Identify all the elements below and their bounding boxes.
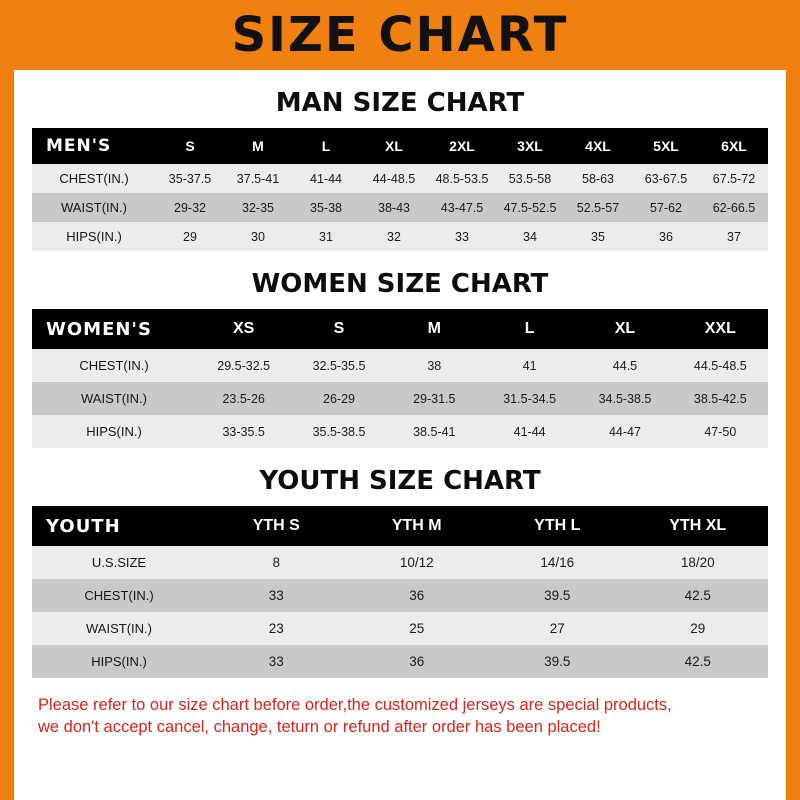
youth-row-label: HIPS(IN.) — [32, 645, 206, 678]
men-corner-label: MEN'S — [32, 128, 156, 164]
men-cell: 44-48.5 — [360, 164, 428, 193]
men-cell: 63-67.5 — [632, 164, 700, 193]
youth-row-label: WAIST(IN.) — [32, 612, 206, 645]
youth-cell: 36 — [347, 645, 488, 678]
men-cell: 34 — [496, 222, 564, 251]
table-row — [32, 193, 768, 222]
youth-column-header: YTH M — [347, 506, 488, 546]
youth-cell: 27 — [487, 612, 628, 645]
youth-table-header — [32, 506, 768, 546]
table-row — [32, 382, 768, 415]
men-cell: 38-43 — [360, 193, 428, 222]
table-row — [32, 645, 768, 678]
women-corner-label: WOMEN'S — [32, 309, 196, 349]
youth-size-section — [32, 466, 768, 678]
men-row-label: CHEST(IN.) — [32, 164, 156, 193]
table-row — [32, 415, 768, 448]
table-row — [32, 612, 768, 645]
women-cell: 29.5-32.5 — [196, 349, 291, 382]
men-column-header: 3XL — [496, 128, 564, 164]
order-notice-line-1: Please refer to our size chart before order,the customized jerseys are special products, — [38, 696, 672, 714]
order-notice — [38, 694, 762, 739]
men-cell: 67.5-72 — [700, 164, 768, 193]
women-column-header: L — [482, 309, 577, 349]
women-cell: 34.5-38.5 — [577, 382, 672, 415]
women-cell: 41-44 — [482, 415, 577, 448]
youth-cell: 25 — [347, 612, 488, 645]
women-cell: 32.5-35.5 — [291, 349, 386, 382]
men-cell: 32-35 — [224, 193, 292, 222]
men-cell: 41-44 — [292, 164, 360, 193]
men-cell: 33 — [428, 222, 496, 251]
men-cell: 57-62 — [632, 193, 700, 222]
youth-cell: 39.5 — [487, 579, 628, 612]
men-cell: 35-37.5 — [156, 164, 224, 193]
youth-header-row — [32, 506, 768, 546]
men-size-table — [32, 128, 768, 251]
women-cell: 29-31.5 — [387, 382, 482, 415]
men-column-header: 2XL — [428, 128, 496, 164]
men-column-header: 6XL — [700, 128, 768, 164]
women-column-header: XXL — [673, 309, 768, 349]
men-header-row — [32, 128, 768, 164]
men-column-header: L — [292, 128, 360, 164]
youth-cell: 8 — [206, 546, 347, 579]
table-row — [32, 222, 768, 251]
men-row-label: WAIST(IN.) — [32, 193, 156, 222]
women-cell: 23.5-26 — [196, 382, 291, 415]
men-cell: 47.5-52.5 — [496, 193, 564, 222]
women-column-header: M — [387, 309, 482, 349]
table-row — [32, 546, 768, 579]
men-cell: 58-63 — [564, 164, 632, 193]
men-cell: 35 — [564, 222, 632, 251]
women-cell: 47-50 — [673, 415, 768, 448]
women-cell: 44-47 — [577, 415, 672, 448]
women-cell: 44.5 — [577, 349, 672, 382]
men-column-header: M — [224, 128, 292, 164]
men-column-header: 4XL — [564, 128, 632, 164]
women-cell: 26-29 — [291, 382, 386, 415]
table-row — [32, 579, 768, 612]
men-table-header — [32, 128, 768, 164]
men-cell: 32 — [360, 222, 428, 251]
men-cell: 37 — [700, 222, 768, 251]
women-cell: 38.5-42.5 — [673, 382, 768, 415]
women-header-row — [32, 309, 768, 349]
youth-cell: 14/16 — [487, 546, 628, 579]
women-column-header: S — [291, 309, 386, 349]
women-row-label: WAIST(IN.) — [32, 382, 196, 415]
women-cell: 38 — [387, 349, 482, 382]
men-cell: 53.5-58 — [496, 164, 564, 193]
men-section-title: MAN SIZE CHART — [275, 88, 525, 118]
women-column-header: XL — [577, 309, 672, 349]
banner — [14, 0, 786, 70]
content — [14, 88, 786, 739]
men-column-header: S — [156, 128, 224, 164]
women-cell: 35.5-38.5 — [291, 415, 386, 448]
men-table-body — [32, 164, 768, 251]
men-size-section — [32, 88, 768, 251]
youth-cell: 42.5 — [628, 579, 769, 612]
youth-cell: 10/12 — [347, 546, 488, 579]
youth-cell: 23 — [206, 612, 347, 645]
women-size-section — [32, 269, 768, 448]
youth-cell: 42.5 — [628, 645, 769, 678]
youth-column-header: YTH S — [206, 506, 347, 546]
youth-section-title: YOUTH SIZE CHART — [259, 466, 541, 496]
women-cell: 38.5-41 — [387, 415, 482, 448]
men-cell: 62-66.5 — [700, 193, 768, 222]
men-column-header: XL — [360, 128, 428, 164]
women-row-label: HIPS(IN.) — [32, 415, 196, 448]
youth-row-label: U.S.SIZE — [32, 546, 206, 579]
men-cell: 36 — [632, 222, 700, 251]
youth-column-header: YTH XL — [628, 506, 769, 546]
youth-column-header: YTH L — [487, 506, 628, 546]
youth-cell: 36 — [347, 579, 488, 612]
men-cell: 37.5-41 — [224, 164, 292, 193]
men-cell: 31 — [292, 222, 360, 251]
women-row-label: CHEST(IN.) — [32, 349, 196, 382]
women-cell: 33-35.5 — [196, 415, 291, 448]
men-cell: 35-38 — [292, 193, 360, 222]
youth-size-table — [32, 506, 768, 678]
table-row — [32, 164, 768, 193]
youth-cell: 39.5 — [487, 645, 628, 678]
men-cell: 48.5-53.5 — [428, 164, 496, 193]
youth-cell: 29 — [628, 612, 769, 645]
youth-table-body — [32, 546, 768, 678]
table-row — [32, 349, 768, 382]
men-row-label: HIPS(IN.) — [32, 222, 156, 251]
women-cell: 31.5-34.5 — [482, 382, 577, 415]
page-title: SIZE CHART — [231, 7, 569, 63]
men-column-header: 5XL — [632, 128, 700, 164]
men-cell: 52.5-57 — [564, 193, 632, 222]
youth-cell: 33 — [206, 579, 347, 612]
men-cell: 30 — [224, 222, 292, 251]
women-cell: 44.5-48.5 — [673, 349, 768, 382]
men-cell: 29-32 — [156, 193, 224, 222]
women-column-header: XS — [196, 309, 291, 349]
order-notice-line-2: we don't accept cancel, change, teturn or refund after order has been placed! — [38, 718, 601, 737]
women-size-table — [32, 309, 768, 448]
women-table-body — [32, 349, 768, 448]
women-section-title: WOMEN SIZE CHART — [251, 269, 549, 299]
youth-row-label: CHEST(IN.) — [32, 579, 206, 612]
youth-cell: 18/20 — [628, 546, 769, 579]
youth-cell: 33 — [206, 645, 347, 678]
women-cell: 41 — [482, 349, 577, 382]
women-table-header — [32, 309, 768, 349]
men-cell: 43-47.5 — [428, 193, 496, 222]
men-cell: 29 — [156, 222, 224, 251]
youth-corner-label: YOUTH — [32, 506, 206, 546]
